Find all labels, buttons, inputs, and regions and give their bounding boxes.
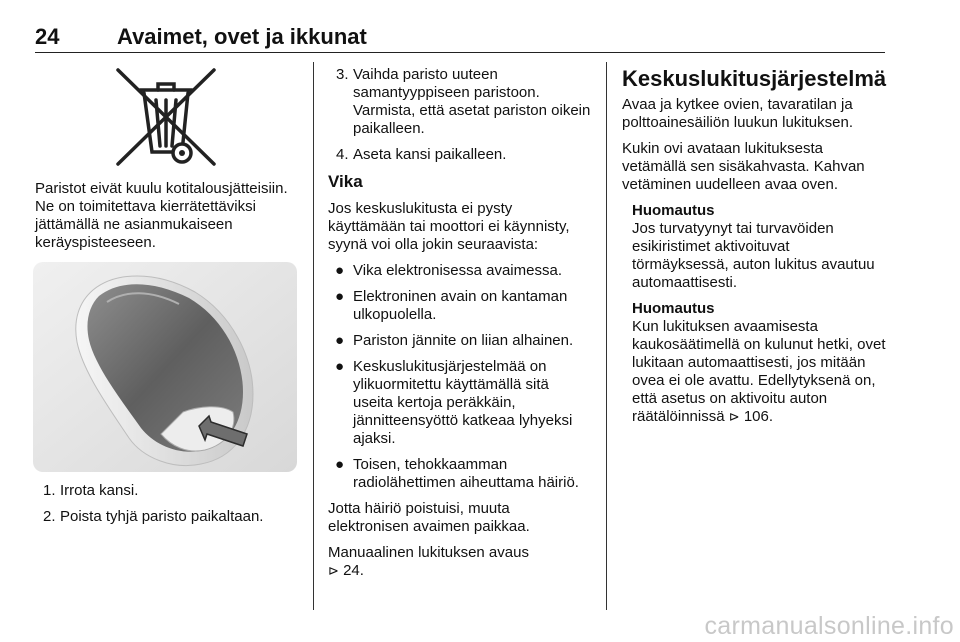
step-text: Poista tyhjä paristo paikaltaan.: [60, 508, 264, 525]
list-item: [328, 332, 593, 350]
column-divider-left: [313, 62, 314, 610]
header-rule: [35, 52, 885, 53]
bullet-text: Vika elektronisessa avaimessa.: [353, 262, 562, 279]
fix-paragraph: Jotta häiriö poistuisi, muuta elektronisen avaimen paikkaa.: [328, 500, 530, 535]
manual-unlock-paragraph: [328, 544, 593, 580]
bullet-text: Pariston jännite on liian alhainen.: [353, 332, 574, 349]
section-heading: Keskuslukitusjärjestelmä: [622, 66, 887, 91]
note-text: Jos turvatyynyt tai turvavöiden esikiristimet aktivoituvat törmäyksessä, auton lukitus avautuu automaattisesti.: [632, 220, 875, 291]
column-left: [35, 180, 297, 260]
chapter-title: Avaimet, ovet ja ikkunat: [117, 24, 367, 49]
list-item: [328, 456, 593, 492]
bullet-icon: ●: [335, 288, 345, 305]
manual-unlock-text: Manuaalinen lukituksen avaus: [328, 544, 529, 561]
list-item: [328, 288, 593, 324]
step-number: 3.: [336, 66, 349, 83]
note-airbag: [622, 202, 888, 292]
step-number: 2.: [43, 508, 56, 525]
bullet-icon: ●: [335, 456, 345, 473]
note-text-wrap: [632, 318, 888, 426]
vika-heading: Vika: [328, 172, 363, 191]
step-text: Irrota kansi.: [60, 482, 139, 499]
note-page-ref[interactable]: 106.: [743, 408, 774, 425]
step-text: Vaihda paristo uuteen samantyyppiseen paristoon. Varmista, että asetat pariston oikein paikalleen.: [353, 66, 591, 137]
column-middle: [328, 66, 593, 588]
bullet-icon: ●: [335, 332, 345, 349]
list-item: [35, 508, 297, 526]
note-title: Huomautus: [632, 202, 715, 219]
intro-paragraph: Avaa ja kytkee ovien, tavaratilan ja polttoainesäiliön luukun lukituksen.: [622, 96, 853, 131]
page-header: [35, 24, 885, 52]
list-item: [328, 358, 593, 448]
column-divider-right: [606, 62, 607, 610]
page-number: 24: [35, 24, 60, 49]
note-title: Huomautus: [632, 300, 715, 317]
step-number: 1.: [43, 482, 56, 499]
step-text: Aseta kansi paikalleen.: [353, 146, 507, 163]
key-fob-illustration: [33, 262, 297, 472]
list-item: [328, 146, 593, 164]
bullet-text: Keskuslukitusjärjestelmää on ylikuormitettu käyttämällä sitä useita kertoja peräkkäin, jännitteensyöttö katkeaa lyhyeksi ajaksi.: [353, 358, 573, 447]
manual-unlock-ref[interactable]: 24.: [343, 562, 364, 579]
note-auto-relock: [622, 300, 888, 426]
page-ref-icon: ⊳: [328, 563, 339, 578]
door-paragraph: Kukin ovi avataan lukituksesta vetämällä sen sisäkahvasta. Kahvan vetäminen uudelleen avaa oven.: [622, 140, 865, 193]
column-right: [622, 66, 888, 434]
bullet-text: Elektroninen avain on kantaman ulkopuolella.: [353, 288, 568, 323]
bullet-icon: ●: [335, 358, 345, 375]
vika-intro: Jos keskuslukitusta ei pysty käyttämään tai moottori ei käynnisty, syynä voi olla jokin seuraavista:: [328, 200, 570, 253]
bullet-icon: ●: [335, 262, 345, 279]
list-item: [35, 482, 297, 500]
list-item: [328, 262, 593, 280]
page-ref-icon: ⊳: [728, 409, 740, 424]
crossed-bin-icon: [112, 66, 220, 168]
steps-1-2: [35, 482, 297, 534]
fault-list: [328, 262, 593, 492]
note-text: Kun lukituksen avaamisesta kaukosäätimellä on kulunut hetki, ovet lukitaan automaattisesti, jos mitään ovea ei ole avattu. Edellytyksenä on, että asetus on aktivoitu auton räätälöinnissä: [632, 318, 886, 425]
watermark: carmanualsonline.info: [704, 612, 954, 640]
disposal-paragraph: Paristot eivät kuulu kotitalousjätteisiin. Ne on toimitettava kierrätettäviksi jättämällä ne asianmukaiseen keräyspisteeseen.: [35, 180, 288, 251]
bullet-text: Toisen, tehokkaamman radiolähettimen aiheuttama häiriö.: [353, 456, 579, 491]
list-item: [328, 66, 593, 138]
step-number: 4.: [336, 146, 349, 163]
